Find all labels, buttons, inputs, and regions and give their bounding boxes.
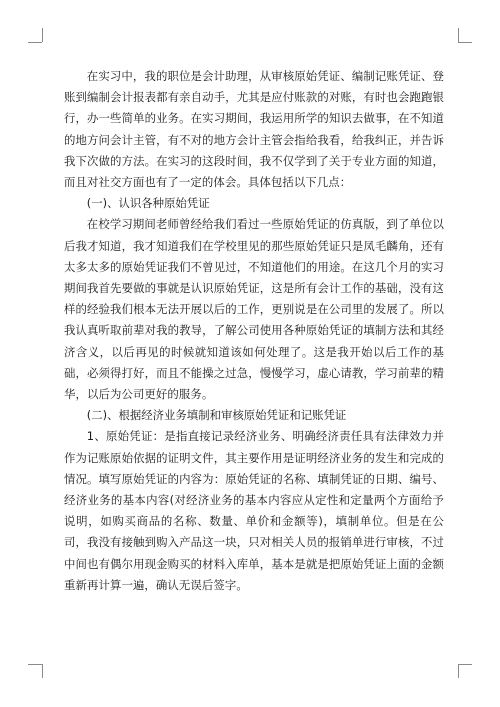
crop-mark-top-right-v: [458, 28, 459, 42]
crop-mark-bottom-left-v: [42, 664, 43, 678]
section-heading-2: (二)、根据经济业务填制和审核原始凭证和记账凭证: [86, 408, 347, 423]
crop-mark-top-left-v: [42, 28, 43, 42]
document-body: [64, 66, 444, 596]
paragraph-original-voucher: 1、原始凭证：是指直接记录经济业务、明确经济责任具有法律效力并作为记账原始依据的证明文件，其主要作用是证明经济业务的发生和完成的情况。填写原始凭证的内容为：原始凭证的名称、填制凭证的日期、编号、经济业务的基本内容(对经济业务的基本内容应从定性和定量两个方面给予说明，如购买商品的名称、数量、单价和金额等)，填制单位。但是在公司，我没有接触到购入产品这一块，只对相关人员的报销单进行审核，不过中间也有偶尔用现金购买的材料入库单，基本是就是把原始凭证上面的金额重新再计算一遍，确认无误后签字。: [64, 429, 444, 592]
crop-mark-bottom-left-h: [28, 664, 42, 665]
crop-mark-top-right-h: [458, 42, 472, 43]
crop-mark-top-left-h: [28, 42, 42, 43]
paragraph-source-documents: 在校学习期间老师曾经给我们看过一些原始凭证的仿真版，到了单位以后我才知道，我才知道我们在学校里见的那些原始凭证只是凤毛麟角，还有太多太多的原始凭证我们不曾见过，不知道他们的用途。在这几个月的实习期间我首先要做的事就是认识原始凭证，这是所有会计工作的基础，没有这样的经验我们根本无法开展以后的工作，更别说是在公司里的发展了。所以我认真听取前辈对我的教导，了解公司使用各种原始凭证的填制方法和其经济含义，以后再见的时候就知道该如何处理了。这是我开始以后工作的基础，必须得打好，而且不能操之过急，慢慢学习，虚心请教，学习前辈的精华，以后为公司更好的服务。: [64, 217, 444, 402]
crop-mark-bottom-right-h: [458, 664, 472, 665]
section-heading-1: (一)、认识各种原始凭证: [86, 196, 210, 211]
crop-mark-bottom-right-v: [458, 664, 459, 678]
paragraph-intro: 在实习中，我的职位是会计助理，从审核原始凭证、编制记账凭证、登账到编制会计报表都有亲自动手，尤其是应付账款的对账，有时也会跑跑银行，办一些简单的业务。在实习期间，我运用所学的知识去做事，在不知道的地方问会计主管，有不对的地方会计主管会指给我看，给我纠正，并告诉我下次做的方法。在实习的这段时间，我不仅学到了关于专业方面的知道，而且对社交方面也有了一定的体会。具体包括以下几点：: [64, 69, 444, 190]
